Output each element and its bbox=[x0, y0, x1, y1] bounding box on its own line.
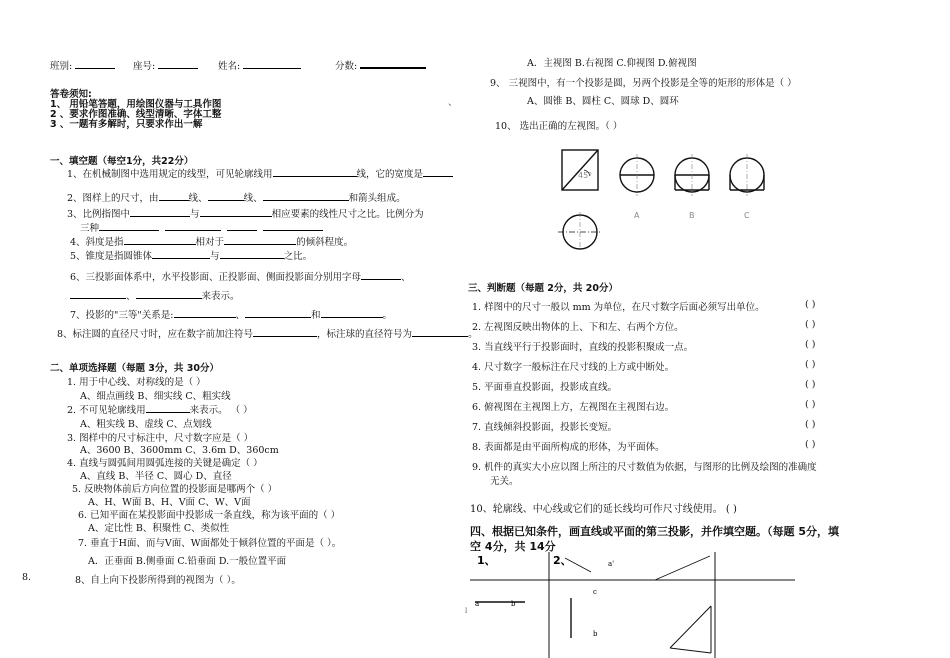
tf-q6: 6. 俯视图在主视图上方，左视图在主视图右边。 bbox=[472, 402, 675, 413]
name-label: 姓名: bbox=[218, 61, 241, 72]
fig-label-1: 1、 bbox=[477, 554, 496, 567]
projection-figure bbox=[465, 548, 805, 658]
q7-text-a: 7、投影的"三等"关系是: bbox=[70, 310, 174, 321]
class-label: 班别: bbox=[50, 61, 73, 72]
tf-q5-answer[interactable]: ( ) bbox=[805, 379, 816, 390]
q2-blank-2[interactable] bbox=[208, 191, 244, 201]
tf-q1: 1. 样图中的尺寸一般以 mm 为单位，在尺寸数字后面必须写出单位。 bbox=[472, 302, 765, 313]
q3-text-a: 3、比例指图中 bbox=[67, 209, 131, 220]
q1-blank-1[interactable] bbox=[273, 167, 357, 177]
q5-text-c: 之比。 bbox=[283, 251, 313, 262]
mc-q9-options: A、圆锥 B、圆柱 C、圆球 D、圆环 bbox=[527, 96, 679, 107]
tf-q6-answer[interactable]: ( ) bbox=[805, 399, 816, 410]
q2-text-a: 2、图样上的尺寸，由 bbox=[67, 193, 159, 204]
notice-title: 答卷须知: bbox=[50, 89, 92, 100]
option-c-label: C bbox=[744, 211, 750, 220]
seat-label: 座号: bbox=[133, 61, 156, 72]
mc-q4-options: A、直线 B、半径 C、圆心 D、直径 bbox=[80, 471, 232, 482]
fig-label-b-2: b bbox=[593, 630, 598, 638]
tf-q2-answer[interactable]: ( ) bbox=[805, 319, 816, 330]
mc-q10: 10、 选出正确的左视图。（ ） bbox=[495, 121, 623, 132]
tf-q9: 9. 机件的真实大小应以图上所注的尺寸数值为依据，与图形的比例及绘图的准确度 bbox=[472, 462, 817, 473]
q2-text-c: 线、 bbox=[243, 193, 263, 204]
mc-q3: 3. 图样中的尺寸标注中，尺寸数字应是（ ） bbox=[67, 433, 254, 444]
q3-text-c: 相应要素的线性尺寸之比。比例分为 bbox=[271, 209, 424, 220]
q5-text-a: 5、锥度是指圆锥体 bbox=[70, 251, 153, 262]
q1-text-a: 1、在机械制图中选用规定的线型，可见轮廓线用 bbox=[67, 169, 273, 180]
q6-blank-3[interactable] bbox=[136, 289, 202, 299]
q1-blank-2[interactable] bbox=[423, 167, 453, 177]
tf-q5: 5. 平面垂直投影面，投影成直线。 bbox=[472, 382, 618, 393]
q6-text-b: 来表示。 bbox=[201, 291, 240, 302]
q3-blank-2[interactable] bbox=[200, 207, 272, 217]
notice-item-3: 3 、一题有多解时，只要求作出一解 bbox=[50, 119, 203, 130]
fig-label-a: a bbox=[475, 600, 480, 608]
mc-q6-options: A、定比性 B、积聚性 C、类似性 bbox=[88, 523, 230, 534]
mc-q9: 9、 三视图中，有一个投影是圆，另两个投影是全等的矩形的形体是（ ） bbox=[490, 78, 797, 89]
mc-q3-options: A、3600 B、3600mm C、3.6m D、360cm bbox=[80, 445, 279, 456]
section3-title: 三、判断题（每题 2分，共 20分） bbox=[468, 283, 618, 294]
q8-text-a: 8、标注圆的直径尺寸时，应在数字前加注符号 bbox=[57, 329, 254, 340]
q4-text-c: 的倾斜程度。 bbox=[296, 237, 354, 248]
mc-q2-blank[interactable] bbox=[146, 403, 190, 413]
mc-q2-b: 来表示。 （ ） bbox=[189, 405, 253, 416]
mc-q8: 8、自上向下投影所得到的视图为（ ）。 bbox=[75, 575, 241, 586]
option-a-label: A bbox=[634, 211, 640, 220]
q5-blank-1[interactable] bbox=[152, 249, 210, 259]
tf-q2: 2. 左视图反映出物体的上、下和左、右两个方位。 bbox=[472, 322, 684, 333]
q3-blank-6[interactable] bbox=[263, 221, 323, 231]
page-mark: l bbox=[465, 607, 468, 615]
q5-text-b: 与 bbox=[210, 251, 220, 262]
name-field[interactable] bbox=[243, 59, 301, 69]
tf-q4: 4. 尺寸数字一般标注在尺寸线的上方或中断处。 bbox=[472, 362, 675, 373]
q3-blank-5[interactable] bbox=[227, 221, 257, 231]
mc-q1: 1. 用于中心线、对称线的是（ ） bbox=[67, 377, 206, 388]
section2-title: 二、单项选择题（每题 3分，共 30分） bbox=[50, 363, 219, 374]
fig-label-b: b bbox=[511, 600, 516, 608]
tf-q7: 7. 直线倾斜投影面，投影长变短。 bbox=[472, 422, 618, 433]
q8-blank-2[interactable] bbox=[412, 327, 468, 337]
mc-q7: 7. 垂直于H面、而与V面、W面都处于倾斜位置的平面是（ ）。 bbox=[78, 538, 342, 549]
fig-label-2: 2、 bbox=[553, 554, 572, 567]
q6-blank-1[interactable] bbox=[361, 270, 401, 280]
tf-q9-cont: 无关。 bbox=[490, 476, 519, 487]
left-view-figure bbox=[550, 140, 790, 255]
q6-text-a: 6、三投影面体系中，水平投影面、正投影面、侧面投影面分别用字母 bbox=[70, 272, 362, 283]
q2-text-b: 线、 bbox=[188, 193, 208, 204]
q7-blank-3[interactable] bbox=[321, 308, 383, 318]
q2-blank-3[interactable] bbox=[263, 191, 349, 201]
q3-blank-1[interactable] bbox=[130, 207, 190, 217]
q7-text-b: 和 bbox=[311, 310, 321, 321]
mc-q1-options: A、细点画线 B、细实线 C、粗实线 bbox=[80, 391, 231, 402]
q3-text-b: 与 bbox=[190, 209, 200, 220]
notice-item-2: 2 、要求作图准确、线型清晰、字体工整 bbox=[50, 109, 222, 120]
option-b-label: B bbox=[689, 211, 695, 220]
class-field[interactable] bbox=[75, 59, 115, 69]
q3-blank-4[interactable] bbox=[165, 221, 221, 231]
fig-label-c: c bbox=[593, 588, 597, 596]
section4-title-line1: 四、根据已知条件，画直线或平面的第三投影，并作填空题。（每题 5分，填 bbox=[470, 525, 839, 538]
tf-q8: 8. 表面都是由平面所构成的形体，为平面体。 bbox=[472, 442, 665, 453]
notice-item-1: 1、 用铅笔答题，用绘图仪器与工具作图 bbox=[50, 99, 222, 110]
stray-mark: 、 bbox=[448, 97, 458, 108]
tf-q1-answer[interactable]: ( ) bbox=[805, 299, 816, 310]
q2-text-d: 和箭头组成。 bbox=[348, 193, 406, 204]
q3-blank-3[interactable] bbox=[99, 221, 159, 231]
q1-text-b: 线，它的宽度是 bbox=[356, 169, 424, 180]
q2-blank-1[interactable] bbox=[159, 191, 189, 201]
score-field[interactable] bbox=[360, 58, 426, 69]
mc-q8-options: A．主视图 B.右视图 C.仰视图 D.俯视图 bbox=[527, 58, 697, 69]
tf-q7-answer[interactable]: ( ) bbox=[805, 419, 816, 430]
score-label: 分数: bbox=[335, 61, 358, 72]
tf-q4-answer[interactable]: ( ) bbox=[805, 359, 816, 370]
q4-blank-1[interactable] bbox=[124, 235, 196, 245]
q6-blank-2[interactable] bbox=[70, 289, 126, 299]
q7-blank-1[interactable] bbox=[174, 308, 236, 318]
mc-q6: 6. 已知平面在某投影面中投影成一条直线，称为该平面的（ ） bbox=[78, 510, 341, 521]
tf-q3-answer[interactable]: ( ) bbox=[805, 339, 816, 350]
q3-text-d: 三种 bbox=[80, 223, 100, 234]
q8-text-b: ，标注球的直径符号为 bbox=[317, 329, 413, 340]
q8-blank-1[interactable] bbox=[253, 327, 317, 337]
tf-q8-answer[interactable]: ( ) bbox=[805, 439, 816, 450]
tf-q10: 10、轮廓线、中心线或它们的延长线均可作尺寸线使用。 ( ) bbox=[470, 504, 737, 515]
mc-q5: 5. 反映物体前后方向位置的投影面是哪两个（ ） bbox=[72, 484, 278, 495]
angle-label: 45° bbox=[578, 171, 593, 180]
section1-title: 一、填空题（每空1分，共22分） bbox=[50, 156, 194, 167]
fig-label-a-prime: a' bbox=[608, 560, 615, 568]
mc-q2-options: A、粗实线 B、虚线 C、点划线 bbox=[80, 419, 212, 430]
q4-text-a: 4、斜度是指 bbox=[70, 237, 124, 248]
seat-field[interactable] bbox=[158, 59, 198, 69]
q4-blank-2[interactable] bbox=[224, 235, 296, 245]
mc-q8-number: 8. bbox=[22, 572, 32, 583]
q4-text-b: 相对于 bbox=[195, 237, 225, 248]
mc-q2-a: 2. 不可见轮廓线用 bbox=[67, 405, 146, 416]
section4-title-line2: 空 4分，共 14分 bbox=[470, 540, 556, 553]
q5-blank-2[interactable] bbox=[220, 249, 284, 259]
mc-q7-options: A．正垂面 B.侧垂面 C.铅垂面 D.一般位置平面 bbox=[88, 556, 287, 567]
q7-blank-2[interactable] bbox=[245, 308, 311, 318]
tf-q3: 3. 当直线平行于投影面时，直线的投影积聚成一点。 bbox=[472, 342, 694, 353]
mc-q4: 4. 直线与圆弧间用圆弧连接的关键是确定（ ） bbox=[67, 458, 263, 469]
mc-q5-options: A、H、W面 B、H、V面 C、W、V面 bbox=[88, 497, 251, 508]
